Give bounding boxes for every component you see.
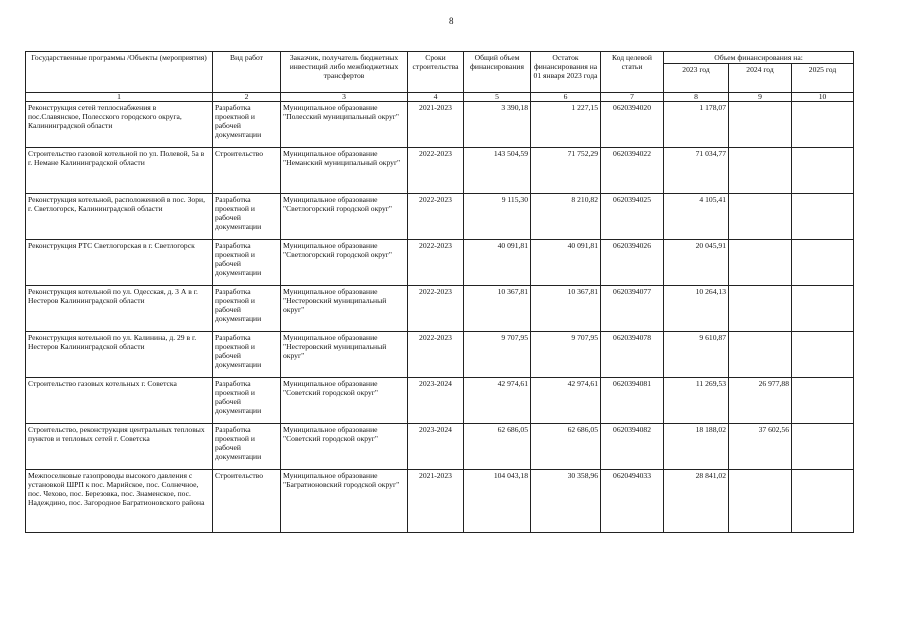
cell-2024: 37 602,56: [729, 424, 792, 470]
cell-period: 2022-2023: [408, 240, 464, 286]
cell-remainder: 30 358,96: [531, 470, 601, 533]
cell-2023: 71 034,77: [664, 148, 729, 194]
cell-name: Реконструкция котельной, расположенной в пос. Зори, г. Светлогорск, Калининградской области: [26, 194, 213, 240]
cell-2023: 11 269,53: [664, 378, 729, 424]
column-number: 4: [408, 93, 464, 102]
header-2023: 2023 год: [664, 64, 729, 93]
financing-table: [25, 51, 854, 533]
cell-name: Реконструкция котельной по ул. Одесская, д. 3 А в г. Нестеров Калининградской области: [26, 286, 213, 332]
cell-customer: Муниципальное образование "Нестеровский муниципальный округ": [281, 286, 408, 332]
cell-remainder: 9 707,95: [531, 332, 601, 378]
cell-period: 2023-2024: [408, 424, 464, 470]
header-financing: Объем финансирования на:: [664, 52, 854, 64]
cell-name: Реконструкция сетей теплоснабжения в пос.Славянское, Полесского городского округа, Калининградской области: [26, 102, 213, 148]
page-number: 8: [449, 16, 454, 26]
column-number: 8: [664, 93, 729, 102]
table-row: [26, 378, 854, 424]
cell-period: 2022-2023: [408, 194, 464, 240]
cell-2025: [792, 286, 854, 332]
table-row: [26, 240, 854, 286]
cell-remainder: 10 367,81: [531, 286, 601, 332]
table-row: [26, 424, 854, 470]
cell-name: Реконструкция РТС Светлогорская в г. Светлогорск: [26, 240, 213, 286]
cell-remainder: 42 974,61: [531, 378, 601, 424]
cell-customer: Муниципальное образование "Неманский муниципальный округ": [281, 148, 408, 194]
cell-code: 0620394077: [601, 286, 664, 332]
cell-2024: [729, 286, 792, 332]
cell-work-type: Разработка проектной и рабочей документации: [213, 286, 281, 332]
header-2024: 2024 год: [729, 64, 792, 93]
cell-name: Реконструкция котельной по ул. Калинина, д. 29 в г. Нестеров Калининградской области: [26, 332, 213, 378]
cell-total: 62 686,05: [464, 424, 531, 470]
cell-2025: [792, 470, 854, 533]
cell-total: 3 390,18: [464, 102, 531, 148]
cell-code: 0620394025: [601, 194, 664, 240]
table-row: [26, 470, 854, 533]
header-code: Код целевой статьи: [601, 52, 664, 93]
cell-remainder: 71 752,29: [531, 148, 601, 194]
cell-customer: Муниципальное образование "Светлогорский городской округ": [281, 194, 408, 240]
cell-period: 2021-2023: [408, 470, 464, 533]
cell-total: 42 974,61: [464, 378, 531, 424]
cell-work-type: Строительство: [213, 148, 281, 194]
cell-total: 9 707,95: [464, 332, 531, 378]
column-number: 7: [601, 93, 664, 102]
cell-2025: [792, 240, 854, 286]
cell-2025: [792, 378, 854, 424]
cell-code: 0620494033: [601, 470, 664, 533]
cell-2024: [729, 470, 792, 533]
cell-customer: Муниципальное образование "Советский городской округ": [281, 424, 408, 470]
cell-total: 9 115,30: [464, 194, 531, 240]
cell-remainder: 62 686,05: [531, 424, 601, 470]
column-number: 5: [464, 93, 531, 102]
cell-2025: [792, 102, 854, 148]
cell-work-type: Разработка проектной и рабочей документации: [213, 102, 281, 148]
cell-period: 2023-2024: [408, 378, 464, 424]
cell-work-type: Строительство: [213, 470, 281, 533]
cell-period: 2022-2023: [408, 332, 464, 378]
cell-code: 0620394020: [601, 102, 664, 148]
cell-2023: 20 045,91: [664, 240, 729, 286]
column-number: 1: [26, 93, 213, 102]
cell-work-type: Разработка проектной и рабочей документации: [213, 378, 281, 424]
cell-customer: Муниципальное образование "Полесский муниципальный округ": [281, 102, 408, 148]
header-period: Сроки строительства: [408, 52, 464, 93]
table-row: [26, 286, 854, 332]
cell-customer: Муниципальное образование "Советский городской округ": [281, 378, 408, 424]
cell-work-type: Разработка проектной и рабочей документации: [213, 424, 281, 470]
header-2025: 2025 год: [792, 64, 854, 93]
header-total: Общий объем финансирования: [464, 52, 531, 93]
cell-code: 0620394026: [601, 240, 664, 286]
column-number: 9: [729, 93, 792, 102]
cell-name: Межпоселковые газопроводы высокого давления с установкой ШРП к пос. Марийское, пос. Солнечное, пос. Чехово, пос. Березовка, пос. Знаменское, пос. Надеждино, пос. Загородное Багратионовского района: [26, 470, 213, 533]
cell-2023: 1 178,07: [664, 102, 729, 148]
cell-period: 2021-2023: [408, 102, 464, 148]
cell-name: Строительство газовых котельных г. Советска: [26, 378, 213, 424]
cell-work-type: Разработка проектной и рабочей документации: [213, 240, 281, 286]
cell-2024: [729, 102, 792, 148]
column-number: 2: [213, 93, 281, 102]
cell-customer: Муниципальное образование "Светлогорский городской округ": [281, 240, 408, 286]
cell-total: 10 367,81: [464, 286, 531, 332]
column-number: 10: [792, 93, 854, 102]
cell-2023: 4 105,41: [664, 194, 729, 240]
cell-2023: 10 264,13: [664, 286, 729, 332]
cell-2023: 28 841,02: [664, 470, 729, 533]
cell-name: Строительство газовой котельной по ул. Полевой, 5а в г. Немане Калининградской области: [26, 148, 213, 194]
header-program: Государственные программы /Объекты (мероприятия): [26, 52, 213, 93]
column-number-row: [26, 93, 854, 102]
cell-2025: [792, 424, 854, 470]
header-remainder: Остаток финансирования на 01 января 2023 года: [531, 52, 601, 93]
cell-code: 0620394082: [601, 424, 664, 470]
header-work-type: Вид работ: [213, 52, 281, 93]
cell-remainder: 40 091,81: [531, 240, 601, 286]
table-row: [26, 332, 854, 378]
header-customer: Заказчик, получатель бюджетных инвестиций либо межбюджетных трансфертов: [281, 52, 408, 93]
cell-2024: [729, 194, 792, 240]
cell-remainder: 1 227,15: [531, 102, 601, 148]
cell-period: 2022-2023: [408, 148, 464, 194]
cell-2025: [792, 148, 854, 194]
cell-2024: [729, 332, 792, 378]
cell-total: 40 091,81: [464, 240, 531, 286]
table-row: [26, 148, 854, 194]
cell-code: 0620394081: [601, 378, 664, 424]
cell-2024: [729, 240, 792, 286]
cell-2025: [792, 332, 854, 378]
cell-period: 2022-2023: [408, 286, 464, 332]
cell-work-type: Разработка проектной и рабочей документации: [213, 332, 281, 378]
cell-2023: 9 610,87: [664, 332, 729, 378]
cell-2024: [729, 148, 792, 194]
cell-customer: Муниципальное образование "Нестеровский муниципальный округ": [281, 332, 408, 378]
cell-work-type: Разработка проектной и рабочей документации: [213, 194, 281, 240]
cell-customer: Муниципальное образование "Багратионовский городской округ": [281, 470, 408, 533]
cell-2023: 18 188,02: [664, 424, 729, 470]
cell-remainder: 8 210,82: [531, 194, 601, 240]
cell-code: 0620394022: [601, 148, 664, 194]
table-row: [26, 194, 854, 240]
cell-total: 143 504,59: [464, 148, 531, 194]
cell-2024: 26 977,88: [729, 378, 792, 424]
column-number: 6: [531, 93, 601, 102]
column-number: 3: [281, 93, 408, 102]
cell-code: 0620394078: [601, 332, 664, 378]
cell-2025: [792, 194, 854, 240]
table-row: [26, 102, 854, 148]
cell-total: 104 043,18: [464, 470, 531, 533]
cell-name: Строительство, реконструкция центральных тепловых пунктов и тепловых сетей г. Советска: [26, 424, 213, 470]
